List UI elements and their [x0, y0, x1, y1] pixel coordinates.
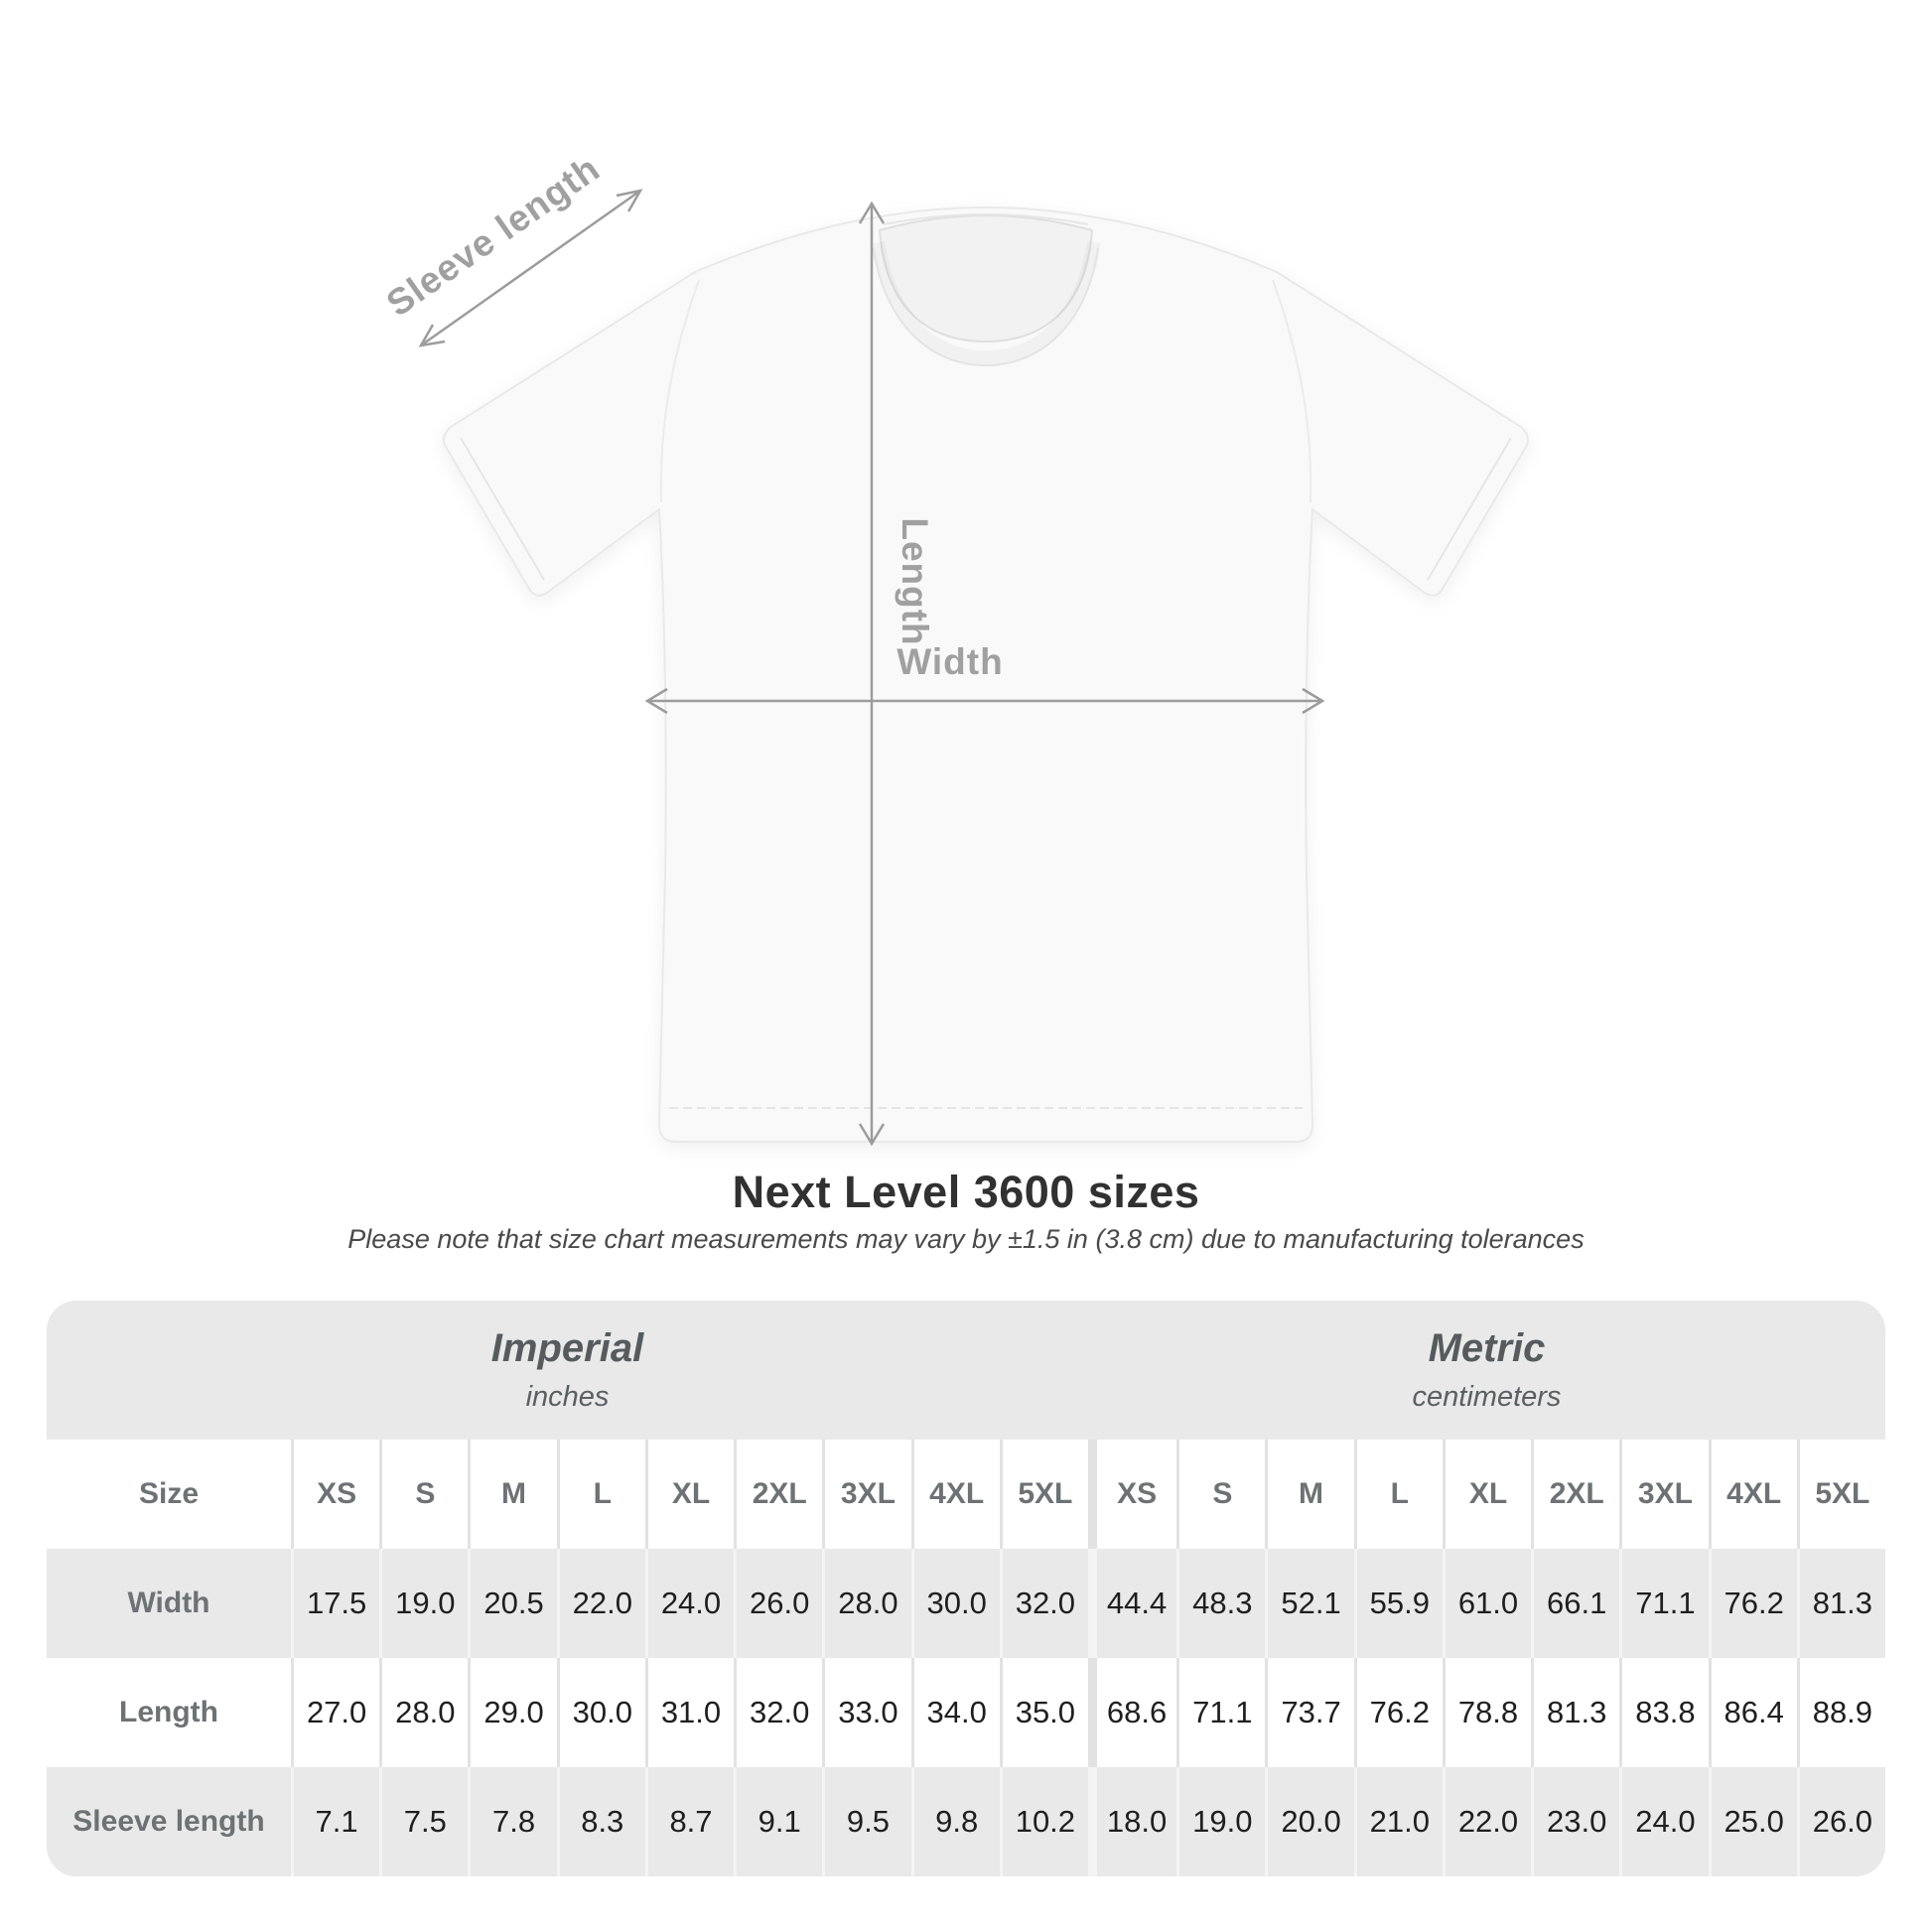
- size-col-header-text: 5XL: [1815, 1477, 1870, 1510]
- size-col-header-text: L: [593, 1477, 612, 1510]
- table-value: 20.5: [483, 1586, 544, 1620]
- size-col-header-metric-m: [1265, 1440, 1353, 1549]
- table-value-cell: [379, 1549, 468, 1658]
- table-value: 52.1: [1281, 1586, 1341, 1620]
- size-col-header-text: 4XL: [929, 1477, 985, 1510]
- table-value-cell: [1088, 1658, 1176, 1767]
- table-value: 9.5: [846, 1804, 890, 1839]
- table-value-cell: [1797, 1549, 1885, 1658]
- table-value-cell: [1265, 1658, 1353, 1767]
- table-value: 24.0: [660, 1586, 722, 1620]
- table-value-cell: [1443, 1767, 1531, 1876]
- size-col-header-metric-3xl: [1619, 1440, 1708, 1549]
- table-value-cell: [1619, 1658, 1708, 1767]
- unit-group-imperial: [47, 1301, 1088, 1440]
- table-value: 25.0: [1724, 1804, 1784, 1839]
- table-value: 86.4: [1724, 1695, 1784, 1729]
- table-value: 61.0: [1457, 1586, 1519, 1620]
- table-value-cell: [379, 1767, 468, 1876]
- size-col-header-imperial-4xl: [911, 1440, 1000, 1549]
- size-col-header-text: XS: [317, 1477, 357, 1510]
- table-value: 34.0: [926, 1695, 987, 1729]
- table-value-cell: [291, 1658, 379, 1767]
- table-value-cell: [911, 1767, 1000, 1876]
- size-col-header-text: XS: [1117, 1477, 1158, 1510]
- page-subtitle: Please note that size chart measurements may vary by ±1.5 in (3.8 cm) due to manufacturing tolerances: [347, 1224, 1585, 1254]
- size-col-header-text: XL: [1468, 1477, 1508, 1510]
- size-col-header-text: M: [501, 1477, 527, 1510]
- table-value-cell: [1176, 1658, 1265, 1767]
- size-col-header-text: M: [1299, 1477, 1324, 1510]
- table-value-cell: [822, 1549, 910, 1658]
- unit-group-name: Metric: [1428, 1326, 1546, 1370]
- table-value: 9.8: [935, 1804, 979, 1839]
- table-value: 88.9: [1812, 1695, 1873, 1729]
- table-value: 26.0: [750, 1586, 810, 1620]
- sleeve-length-label: Sleeve length: [378, 147, 608, 325]
- table-value-cell: [645, 1658, 734, 1767]
- table-value: 23.0: [1547, 1804, 1607, 1839]
- table-value-cell: [1531, 1658, 1619, 1767]
- table-value: 30.0: [572, 1695, 632, 1729]
- row-label-cell: [47, 1767, 291, 1876]
- size-col-header-metric-5xl: [1797, 1440, 1885, 1549]
- table-value: 68.6: [1106, 1695, 1168, 1729]
- table-value: 78.8: [1457, 1695, 1519, 1729]
- size-col-header-imperial-m: [468, 1440, 556, 1549]
- table-value: 81.3: [1547, 1695, 1607, 1729]
- row-label-cell: [47, 1549, 291, 1658]
- table-value-cell: [557, 1767, 645, 1876]
- table-value-cell: [734, 1658, 822, 1767]
- page-title: Next Level 3600 sizes: [732, 1167, 1200, 1217]
- table-value: 32.0: [1015, 1586, 1076, 1620]
- table-value-cell: [291, 1549, 379, 1658]
- table-value: 10.2: [1015, 1804, 1076, 1839]
- size-col-header-metric-2xl: [1531, 1440, 1619, 1549]
- table-value-cell: [557, 1658, 645, 1767]
- table-value-cell: [1265, 1767, 1353, 1876]
- size-col-header-text: S: [1212, 1477, 1233, 1510]
- table-value-cell: [1531, 1767, 1619, 1876]
- table-value-cell: [645, 1767, 734, 1876]
- table-value: 71.1: [1635, 1586, 1696, 1620]
- table-value-cell: [911, 1549, 1000, 1658]
- table-value-cell: [1709, 1549, 1797, 1658]
- table-value: 71.1: [1192, 1695, 1253, 1729]
- table-value-cell: [379, 1658, 468, 1767]
- table-value-cell: [468, 1767, 556, 1876]
- size-col-header-imperial-s: [379, 1440, 468, 1549]
- unit-group-metric: [1088, 1301, 1885, 1440]
- table-value-cell: [1531, 1549, 1619, 1658]
- table-value-cell: [1265, 1549, 1353, 1658]
- size-col-header-text: 3XL: [1637, 1477, 1693, 1510]
- size-col-header-imperial-l: [557, 1440, 645, 1549]
- table-value: 19.0: [395, 1586, 456, 1620]
- size-col-header-text: L: [1390, 1477, 1409, 1510]
- size-col-header-text: 3XL: [840, 1477, 896, 1510]
- table-value: 8.7: [669, 1804, 713, 1839]
- table-value-cell: [1709, 1658, 1797, 1767]
- table-value: 83.8: [1635, 1695, 1696, 1729]
- size-col-header-text: 2XL: [1549, 1477, 1604, 1510]
- table-value: 9.1: [758, 1804, 801, 1839]
- table-value: 48.3: [1192, 1586, 1253, 1620]
- size-col-header-text: XL: [671, 1477, 711, 1510]
- table-value: 19.0: [1192, 1804, 1253, 1839]
- size-col-header-text: 4XL: [1726, 1477, 1782, 1510]
- table-value: 76.2: [1369, 1695, 1430, 1729]
- table-value-cell: [1443, 1549, 1531, 1658]
- row-label-cell: [47, 1658, 291, 1767]
- table-value-cell: [645, 1549, 734, 1658]
- table-value-cell: [468, 1658, 556, 1767]
- size-col-header-metric-l: [1354, 1440, 1443, 1549]
- table-value-cell: [1088, 1549, 1176, 1658]
- size-col-header-metric-xl: [1443, 1440, 1531, 1549]
- table-value-cell: [734, 1549, 822, 1658]
- table-value: 18.0: [1106, 1804, 1168, 1839]
- size-col-header-metric-4xl: [1709, 1440, 1797, 1549]
- table-value: 30.0: [926, 1586, 987, 1620]
- table-value: 66.1: [1547, 1586, 1607, 1620]
- row-label-text: Sleeve length: [72, 1805, 265, 1838]
- table-value: 24.0: [1635, 1804, 1696, 1839]
- size-col-header-metric-xs: [1088, 1440, 1176, 1549]
- table-value: 29.0: [483, 1695, 544, 1729]
- table-value-cell: [911, 1658, 1000, 1767]
- table-value-cell: [1000, 1658, 1088, 1767]
- size-col-header-imperial-3xl: [822, 1440, 910, 1549]
- unit-group-unit: centimeters: [1412, 1381, 1562, 1413]
- table-value-cell: [1619, 1767, 1708, 1876]
- size-col-header-imperial-xl: [645, 1440, 734, 1549]
- table-value: 20.0: [1281, 1804, 1341, 1839]
- table-value-cell: [1797, 1658, 1885, 1767]
- table-value: 8.3: [581, 1804, 624, 1839]
- table-value: 7.5: [403, 1804, 447, 1839]
- table-value: 76.2: [1724, 1586, 1784, 1620]
- table-value: 27.0: [306, 1695, 367, 1729]
- size-col-header-imperial-5xl: [1000, 1440, 1088, 1549]
- row-label-text: Length: [119, 1696, 218, 1728]
- table-value-cell: [1709, 1767, 1797, 1876]
- table-value: 7.1: [315, 1804, 358, 1839]
- table-value: 35.0: [1015, 1695, 1076, 1729]
- table-value: 33.0: [838, 1695, 898, 1729]
- table-value: 26.0: [1812, 1804, 1873, 1839]
- table-value-cell: [1354, 1549, 1443, 1658]
- unit-group-unit: inches: [525, 1381, 610, 1413]
- table-value: 7.8: [491, 1804, 536, 1839]
- table-value: 22.0: [1457, 1804, 1519, 1839]
- table-value: 17.5: [306, 1586, 367, 1620]
- table-value: 31.0: [660, 1695, 722, 1729]
- size-col-header-text: 2XL: [752, 1477, 807, 1510]
- unit-group-name: Imperial: [490, 1326, 644, 1370]
- row-label-text: Width: [127, 1587, 210, 1619]
- table-value: 21.0: [1369, 1804, 1430, 1839]
- table-value-cell: [1176, 1767, 1265, 1876]
- table-value: 81.3: [1812, 1586, 1873, 1620]
- table-value: 32.0: [750, 1695, 810, 1729]
- table-value-cell: [1443, 1658, 1531, 1767]
- table-value-cell: [734, 1767, 822, 1876]
- table-value: 55.9: [1369, 1586, 1430, 1620]
- table-value-cell: [822, 1767, 910, 1876]
- table-value: 44.4: [1106, 1586, 1168, 1620]
- size-col-header-text: 5XL: [1018, 1477, 1073, 1510]
- table-value-cell: [1000, 1767, 1088, 1876]
- size-col-header-text: S: [415, 1477, 436, 1510]
- table-value-cell: [1354, 1658, 1443, 1767]
- table-value: 73.7: [1281, 1695, 1341, 1729]
- table-value-cell: [1176, 1549, 1265, 1658]
- width-label: Width: [897, 641, 1004, 682]
- size-col-header-metric-s: [1176, 1440, 1265, 1549]
- size-col-header-imperial-2xl: [734, 1440, 822, 1549]
- table-value: 28.0: [838, 1586, 898, 1620]
- table-value-cell: [1354, 1767, 1443, 1876]
- table-value-cell: [1797, 1767, 1885, 1876]
- table-value-cell: [1000, 1549, 1088, 1658]
- length-label: Length: [895, 517, 935, 646]
- size-col-header-imperial-xs: [291, 1440, 379, 1549]
- size-header-cell: [47, 1440, 291, 1549]
- table-value-cell: [822, 1658, 910, 1767]
- table-value: 22.0: [572, 1586, 632, 1620]
- table-value-cell: [1619, 1549, 1708, 1658]
- table-value-cell: [557, 1549, 645, 1658]
- table-value-cell: [1088, 1767, 1176, 1876]
- table-value: 28.0: [395, 1695, 456, 1729]
- table-value-cell: [291, 1767, 379, 1876]
- table-value-cell: [468, 1549, 556, 1658]
- size-header-text: Size: [138, 1477, 200, 1510]
- size-table: [47, 1301, 1885, 1876]
